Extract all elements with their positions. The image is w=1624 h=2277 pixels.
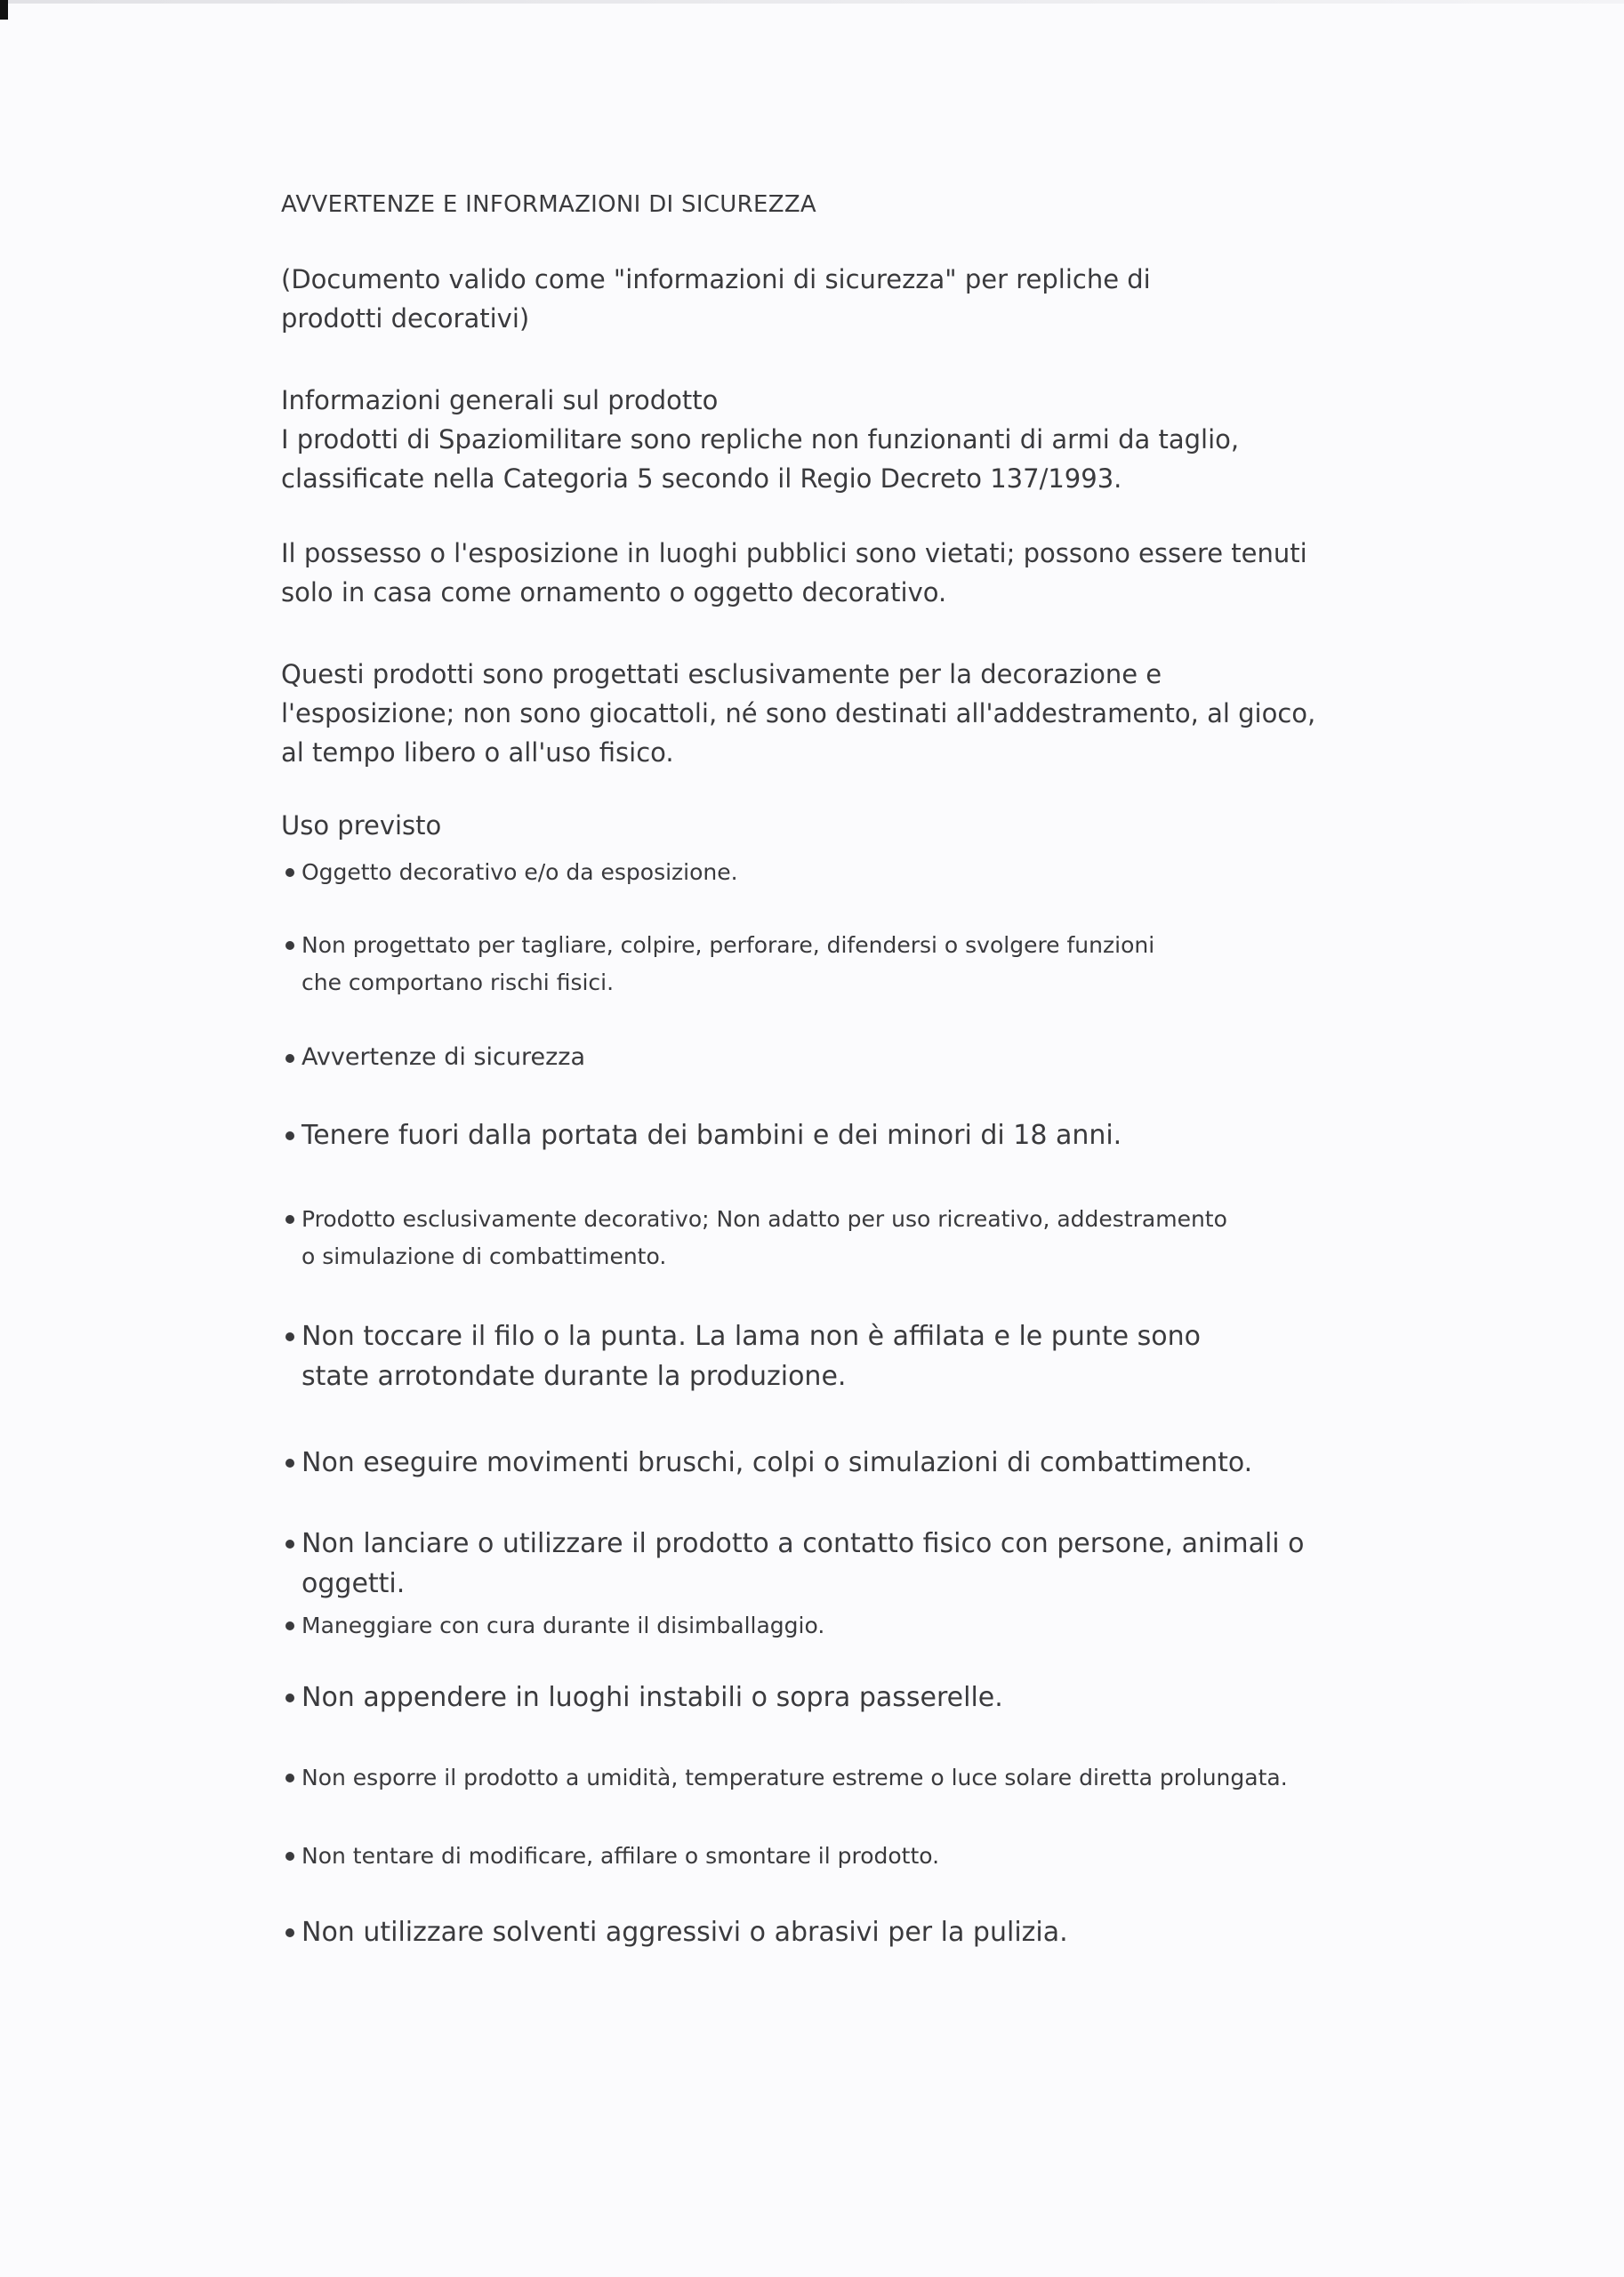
list-item	[285, 1443, 1308, 1483]
bullet-text: Non tentare di modificare, affilare o smontare il prodotto.	[301, 1843, 940, 1869]
section-heading-general: Informazioni generali sul prodotto	[281, 385, 719, 415]
bullet-icon	[285, 941, 294, 950]
list-item	[285, 1607, 1264, 1645]
bullet-icon	[285, 1694, 294, 1702]
bullet-icon	[285, 1215, 294, 1224]
list-item	[285, 1912, 1264, 1952]
list-item	[285, 1316, 1264, 1396]
bullet-text: Non progettato per tagliare, colpire, perforare, difendersi o svolgere funzioni che comportano rischi fisici.	[301, 932, 1155, 995]
list-item	[285, 1524, 1353, 1604]
bullet-text: Non toccare il filo o la punta. La lama non è affilata e le punte sono state arrotondate durante la produzione.	[301, 1321, 1201, 1392]
list-item	[285, 927, 1264, 1002]
bullet-text: Non esporre il prodotto a umidità, temperature estreme o luce solare diretta prolungata.	[301, 1765, 1288, 1790]
section-heading-use: Uso previsto	[281, 810, 442, 841]
bullet-icon	[285, 1054, 294, 1063]
bullet-icon	[285, 1928, 294, 1937]
bullet-text: Non eseguire movimenti bruschi, colpi o simulazioni di combattimento.	[301, 1447, 1253, 1478]
bullet-icon	[285, 1540, 294, 1549]
bullet-icon	[285, 1332, 294, 1341]
list-item	[285, 1038, 1264, 1077]
bullet-text: Avvertenze di sicurezza	[301, 1043, 585, 1071]
bullet-text: Non utilizzare solventi aggressivi o abrasivi per la pulizia.	[301, 1917, 1068, 1948]
list-item	[285, 1838, 1264, 1875]
list-item	[285, 1115, 1308, 1155]
general-paragraph-1: I prodotti di Spaziomilitare sono repliche non funzionanti di armi da taglio, classificate nella Categoria 5 secondo il Regio Decreto 137/1993.	[281, 424, 1240, 494]
bullet-text: Tenere fuori dalla portata dei bambini e dei minori di 18 anni.	[301, 1120, 1122, 1151]
list-item	[285, 1678, 1264, 1718]
bullet-icon	[285, 1621, 294, 1630]
scan-mark	[0, 0, 8, 20]
general-paragraph-3: Questi prodotti sono progettati esclusivamente per la decorazione e l'esposizione; non sono giocattoli, né sono destinati all'addestramento, al gioco, al tempo libero o all'uso fisico.	[281, 659, 1316, 768]
bullet-icon	[285, 868, 294, 877]
list-item	[285, 854, 1264, 891]
bullet-text: Oggetto decorativo e/o da esposizione.	[301, 859, 738, 885]
scan-edge	[0, 0, 1624, 4]
document-title: AVVERTENZE E INFORMAZIONI DI SICUREZZA	[281, 191, 817, 218]
intro-paragraph: (Documento valido come "informazioni di sicurezza" per repliche di prodotti decorativi)	[281, 264, 1151, 334]
bullet-icon	[285, 1774, 294, 1782]
bullet-text: Prodotto esclusivamente decorativo; Non adatto per uso ricreativo, addestramento o simulazione di combattimento.	[301, 1206, 1227, 1269]
list-item	[285, 1201, 1264, 1275]
bullet-text: Non lanciare o utilizzare il prodotto a contatto fisico con persone, animali o oggetti.	[301, 1528, 1305, 1599]
general-paragraph-2: Il possesso o l'esposizione in luoghi pubblici sono vietati; possono essere tenuti solo in casa come ornamento o oggetto decorativo.	[281, 538, 1307, 607]
bullet-text: Non appendere in luoghi instabili o sopra passerelle.	[301, 1682, 1003, 1713]
list-item	[285, 1759, 1353, 1797]
bullet-text: Maneggiare con cura durante il disimballaggio.	[301, 1613, 825, 1638]
bullet-icon	[285, 1852, 294, 1861]
bullet-icon	[285, 1459, 294, 1468]
bullet-icon	[285, 1131, 294, 1140]
